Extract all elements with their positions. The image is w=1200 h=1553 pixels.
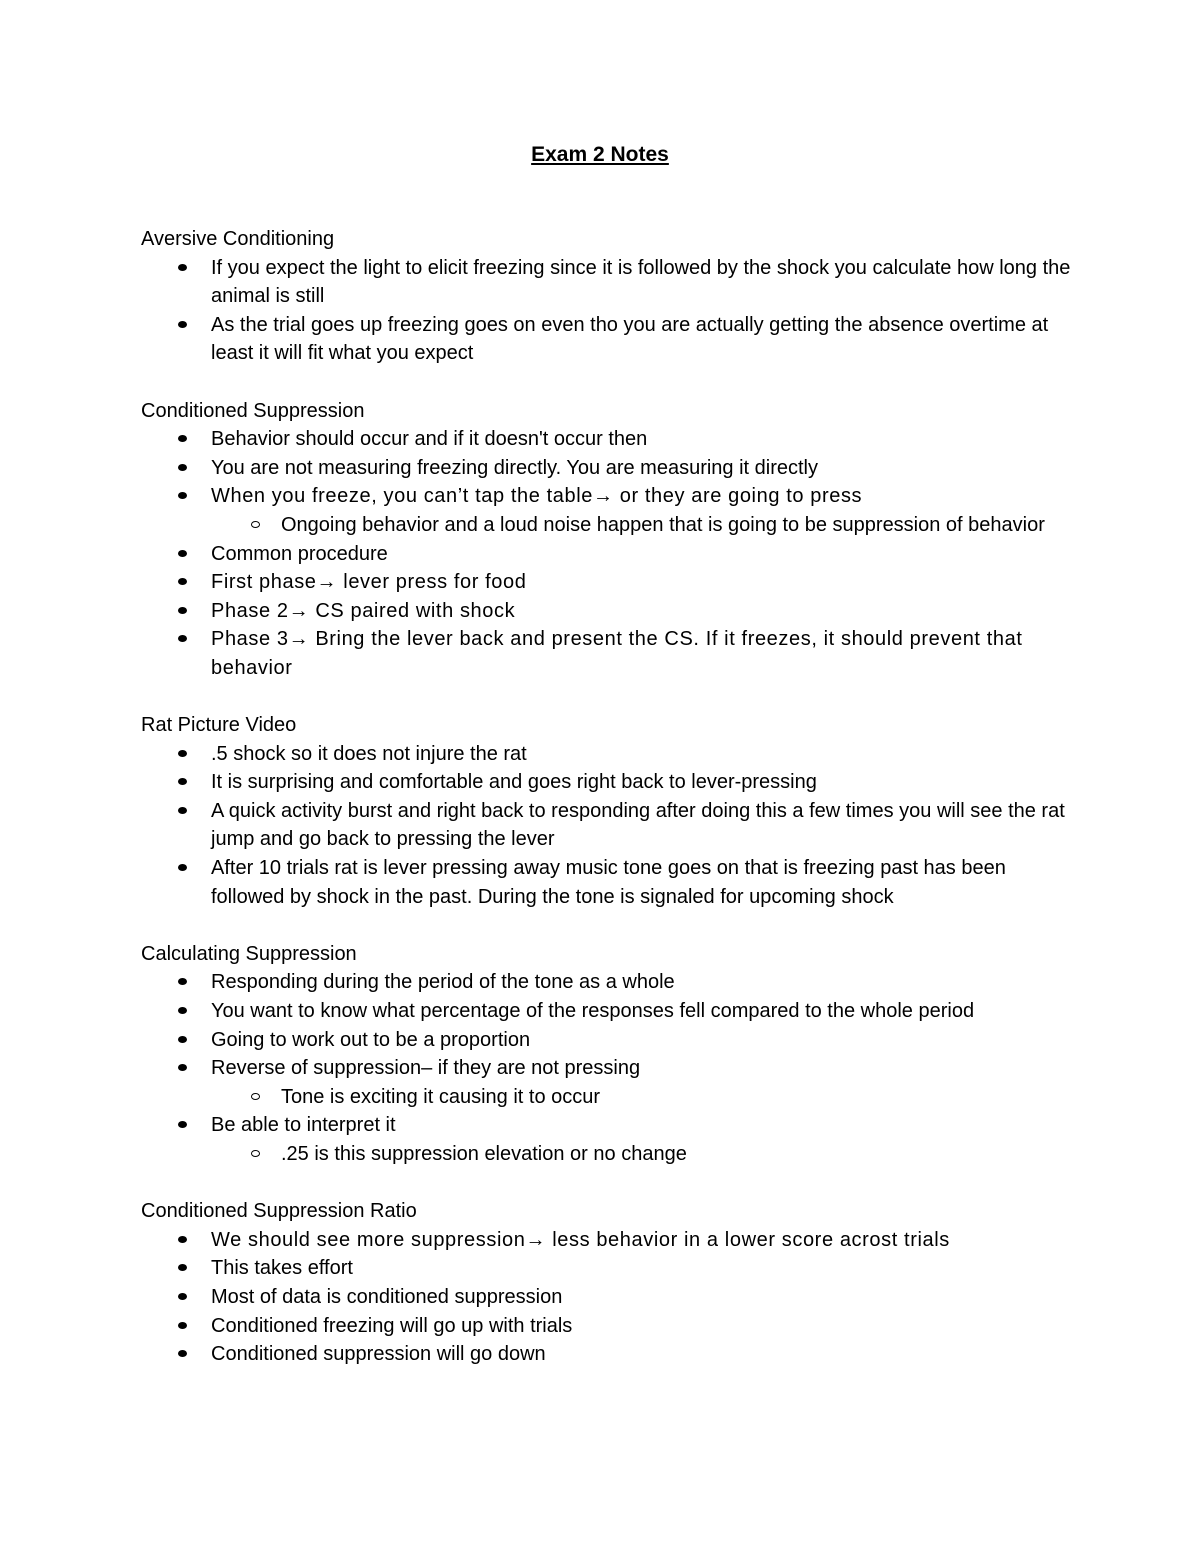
list-item <box>141 1312 1081 1341</box>
list-item <box>141 1054 1081 1111</box>
list-item <box>141 311 1081 368</box>
bullet-list <box>141 254 1081 368</box>
section-heading: Conditioned Suppression Ratio <box>141 1200 417 1223</box>
list-item <box>141 1283 1081 1312</box>
bullet-icon <box>178 1293 187 1300</box>
bullet-icon <box>178 264 187 271</box>
sub-bullet-list <box>211 1083 1081 1112</box>
bullet-icon <box>178 1064 187 1071</box>
section-aversive-conditioning <box>141 225 1081 368</box>
sub-list-item <box>211 1083 1081 1112</box>
sub-list-item <box>211 1140 1081 1169</box>
bullet-icon <box>178 1036 187 1043</box>
sub-list-item-text: .25 is this suppression elevation or no change <box>281 1143 687 1165</box>
list-item-text: When you freeze, you can’t tap the table→ or they are going to press <box>211 485 863 508</box>
list-item-text: We should see more suppression→ less behavior in a lower score acrost trials <box>211 1228 950 1251</box>
list-item-text: Behavior should occur and if it doesn't occur then <box>211 428 648 451</box>
section-rat-picture-video <box>141 711 1081 911</box>
bullet-icon <box>178 321 187 328</box>
list-item <box>141 425 1081 454</box>
section-heading: Rat Picture Video <box>141 714 297 737</box>
hollow-bullet-icon <box>251 521 260 528</box>
list-item <box>141 482 1081 539</box>
list-item-text: Reverse of suppression– if they are not pressing <box>211 1057 641 1080</box>
list-item-text: Responding during the period of the tone as a whole <box>211 971 675 994</box>
bullet-icon <box>178 1322 187 1329</box>
list-item-text: Phase 3→ Bring the lever back and present the CS. If it freezes, it should prevent that behavior <box>211 628 1023 679</box>
section-calculating-suppression <box>141 940 1081 1169</box>
list-item <box>141 597 1081 626</box>
sub-list-item <box>211 511 1081 540</box>
bullet-icon <box>178 1236 187 1243</box>
notes-body <box>141 225 1081 1397</box>
section-heading: Aversive Conditioning <box>141 228 335 250</box>
bullet-list <box>141 968 1081 1168</box>
list-item-text: This takes effort <box>211 1257 353 1280</box>
hollow-bullet-icon <box>251 1150 260 1157</box>
section-conditioned-suppression-ratio <box>141 1197 1081 1369</box>
bullet-list <box>141 740 1081 912</box>
bullet-icon <box>178 864 187 871</box>
list-item-text: As the trial goes up freezing goes on even tho you are actually getting the absence overtime at least it will fit what you expect <box>211 313 1049 365</box>
list-item-text: Phase 2→ CS paired with shock <box>211 599 516 622</box>
list-item <box>141 540 1081 569</box>
list-item-text: Conditioned suppression will go down <box>211 1343 546 1366</box>
sub-bullet-list <box>211 511 1081 540</box>
bullet-list <box>141 1226 1081 1369</box>
list-item <box>141 997 1081 1026</box>
list-item-text: First phase→ lever press for food <box>211 571 527 594</box>
list-item-text: Common procedure <box>211 542 388 565</box>
bullet-icon <box>178 578 187 585</box>
document-title: Exam 2 Notes <box>531 143 669 166</box>
bullet-icon <box>178 750 187 757</box>
section-heading: Conditioned Suppression <box>141 399 365 422</box>
list-item <box>141 254 1081 311</box>
list-item <box>141 1254 1081 1283</box>
bullet-icon <box>178 778 187 785</box>
list-item <box>141 1111 1081 1168</box>
list-item-text: If you expect the light to elicit freezing since it is followed by the shock you calculate how long the animal is still <box>211 256 1071 308</box>
list-item-text: You are not measuring freezing directly. You are measuring it directly <box>211 456 819 479</box>
bullet-icon <box>178 492 187 499</box>
list-item-text: .5 shock so it does not injure the rat <box>211 742 527 765</box>
bullet-icon <box>178 978 187 985</box>
list-item <box>141 854 1081 911</box>
bullet-icon <box>178 1121 187 1128</box>
list-item <box>141 1340 1081 1369</box>
section-conditioned-suppression <box>141 397 1081 683</box>
bullet-icon <box>178 464 187 471</box>
bullet-icon <box>178 1264 187 1271</box>
list-item-text: Most of data is conditioned suppression <box>211 1285 563 1308</box>
sub-list-item-text: Ongoing behavior and a loud noise happen that is going to be suppression of behavior <box>281 513 1045 536</box>
bullet-icon <box>178 550 187 557</box>
bullet-icon <box>178 807 187 814</box>
sub-list-item-text: Tone is exciting it causing it to occur <box>281 1085 601 1108</box>
sub-bullet-list <box>211 1140 1081 1169</box>
list-item-text: Going to work out to be a proportion <box>211 1028 531 1051</box>
list-item-text: Be able to interpret it <box>211 1114 396 1137</box>
list-item <box>141 740 1081 769</box>
bullet-list <box>141 425 1081 682</box>
list-item-text: You want to know what percentage of the responses fell compared to the whole period <box>211 1000 975 1023</box>
list-item-text: After 10 trials rat is lever pressing away music tone goes on that is freezing past has been followed by shock in the past. During the tone is signaled for upcoming shock <box>211 857 1006 908</box>
list-item <box>141 1226 1081 1255</box>
list-item <box>141 797 1081 854</box>
list-item <box>141 768 1081 797</box>
section-heading: Calculating Suppression <box>141 942 357 965</box>
list-item <box>141 1026 1081 1055</box>
bullet-icon <box>178 1007 187 1014</box>
bullet-icon <box>178 635 187 642</box>
list-item <box>141 454 1081 483</box>
hollow-bullet-icon <box>251 1093 260 1100</box>
bullet-icon <box>178 435 187 442</box>
list-item-text: Conditioned freezing will go up with trials <box>211 1314 573 1337</box>
list-item <box>141 568 1081 597</box>
bullet-icon <box>178 607 187 614</box>
list-item-text: It is surprising and comfortable and goes right back to lever-pressing <box>211 771 817 794</box>
list-item-text: A quick activity burst and right back to responding after doing this a few times you will see the rat jump and go back to pressing the lever <box>211 799 1065 851</box>
list-item <box>141 625 1081 682</box>
bullet-icon <box>178 1350 187 1357</box>
list-item <box>141 968 1081 997</box>
